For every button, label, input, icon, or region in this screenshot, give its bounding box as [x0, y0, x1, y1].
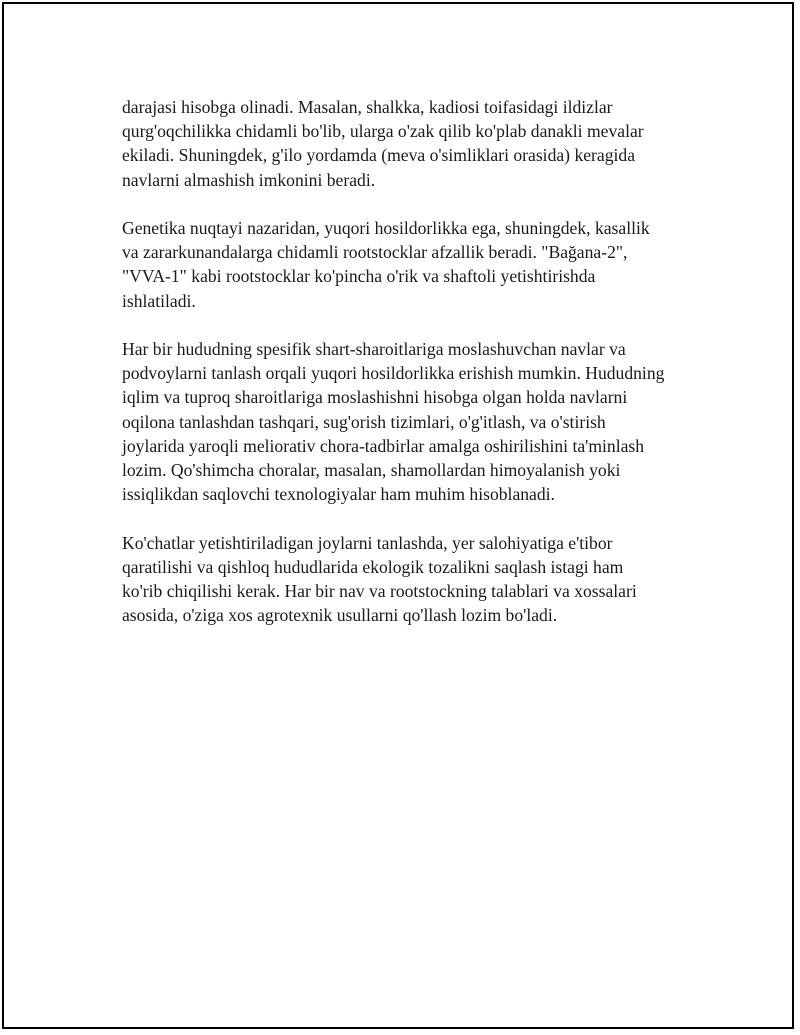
page-frame: [2, 2, 794, 1029]
paragraph: Har bir hududning spesifik shart-sharoitlariga moslashuvchan navlar va podvoylarni tanlash orqali yuqori hosildorlikka erishish mumkin. Hududning iqlim va tuproq sharoitlariga moslashishni hisobga olgan holda navlarni oqilona tanlashdan tashqari, sug'orish tizimlari, o'g'itlash, va o'stirish joylarida yaroqli meliorativ chora-tadbirlar amalga oshirilishini ta'minlash lozim. Qo'shimcha choralar, masalan, shamollardan himoyalanish yoki issiqlikdan saqlovchi texnologiyalar ham muhim hisoblanadi.: [122, 339, 665, 505]
paragraph: Ko'chatlar yetishtiriladigan joylarni tanlashda, yer salohiyatiga e'tibor qaratilishi va qishloq hududlarida ekologik tozalikni saqlash istagi ham ko'rib chiqilishi kerak. Har bir nav va rootstockning talablari va xossalari asosida, o'ziga xos agrotexnik usullarni qo'llash lozim bo'ladi.: [122, 532, 637, 626]
document-body: [122, 95, 702, 652]
paragraph: darajasi hisobga olinadi. Masalan, shalkka, kadiosi toifasidagi ildizlar qurg'oqchilikka chidamli bo'lib, ularga o'zak qilib ko'plab danakli mevalar ekiladi. Shuningdek, g'ilo yordamda (meva o'simliklari orasida) keragida navlarni almashish imkonini beradi.: [122, 97, 644, 190]
paragraph: Genetika nuqtayi nazaridan, yuqori hosildorlikka ega, shuningdek, kasallik va zararkunandalarga chidamli rootstocklar afzallik beradi. "Bağana-2", "VVA-1" kabi rootstocklar ko'pincha o'rik va shaftoli yetishtirishda ishlatiladi.: [122, 218, 650, 311]
